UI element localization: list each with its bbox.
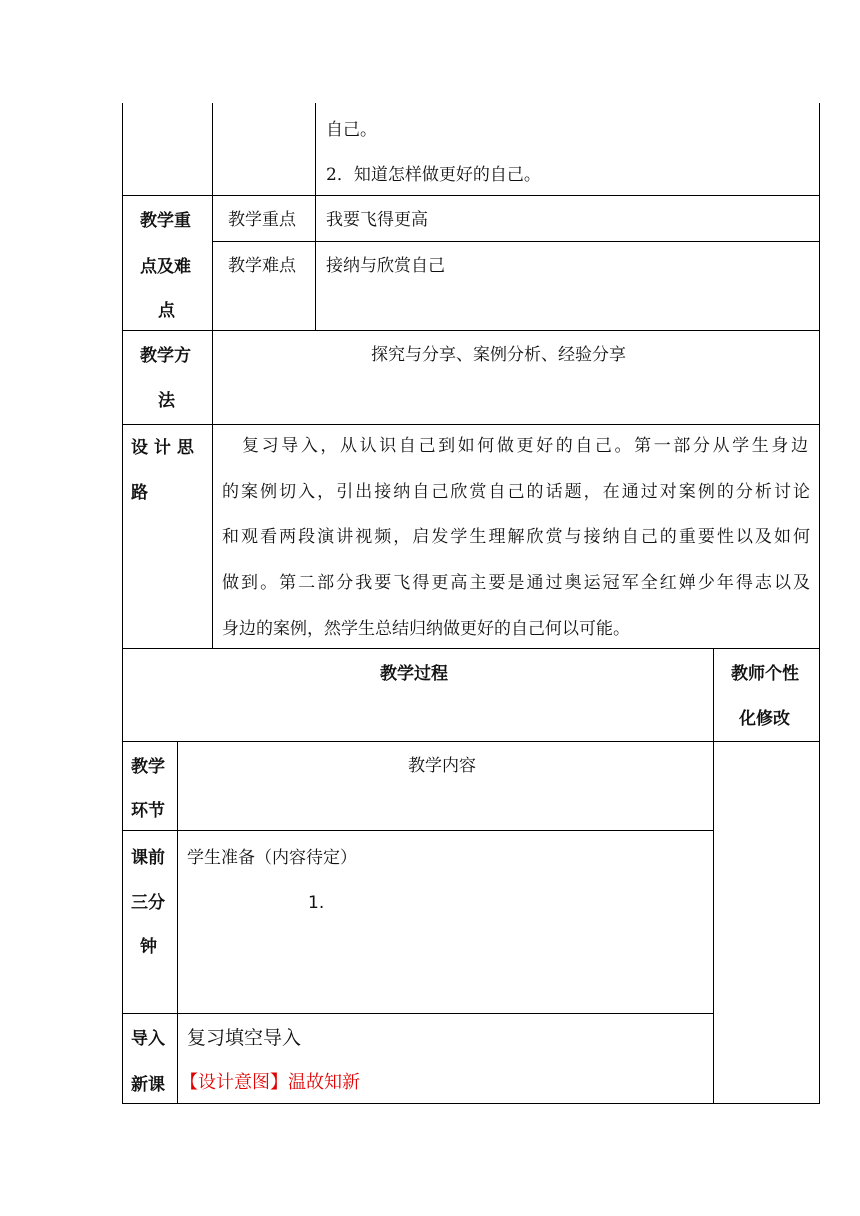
difficult-point-label: 教学难点 <box>228 256 296 276</box>
method-value: 探究与分享、案例分析、经验分享 <box>371 345 626 365</box>
intro-stage-intent: 【设计意图】温故知新 <box>180 1072 360 1093</box>
difficult-point-value: 接纳与欣赏自己 <box>326 256 445 276</box>
row-divider-design <box>122 424 820 425</box>
key-point-value: 我要飞得更高 <box>326 210 428 230</box>
table-border-left <box>122 103 123 1104</box>
col-divider-stage <box>177 741 178 1104</box>
content-header: 教学内容 <box>408 756 476 776</box>
key-points-label-2: 点及难 <box>140 257 191 277</box>
teacher-column-label-2: 化修改 <box>739 709 790 729</box>
row-divider-method <box>122 330 820 331</box>
stage-header-1: 教学 <box>131 757 165 777</box>
key-points-label-1: 教学重 <box>140 211 191 231</box>
design-paragraph-line-1: 复习导入，从认识自己到如何做更好的自己。第一部分从学生身边 <box>242 436 808 456</box>
intro-stage-content: 复习填空导入 <box>187 1027 302 1049</box>
design-label-1: 设 计 思 <box>131 438 194 458</box>
row-divider-process <box>122 648 820 649</box>
key-points-label-3: 点 <box>158 301 175 321</box>
design-paragraph-line-3: 和观看两段演讲视频，启发学生理解欣赏与接纳自己的重要性以及如何 <box>222 527 810 547</box>
goal-line-1: 自己。 <box>326 120 377 140</box>
method-label-1: 教学方 <box>140 346 191 366</box>
pre-stage-content: 学生准备（内容待定） <box>187 848 357 868</box>
col-divider-1 <box>212 103 213 648</box>
pre-stage-label-1: 课前 <box>131 848 165 868</box>
table-border-bottom <box>122 1103 820 1104</box>
col-divider-2 <box>315 103 316 330</box>
key-point-label: 教学重点 <box>228 210 296 230</box>
pre-stage-item: 1. <box>308 893 325 913</box>
col-divider-teacher <box>713 648 714 1104</box>
design-paragraph-line-5: 身边的案例，然学生总结归纳做更好的自己何以可能。 <box>222 619 630 639</box>
stage-header-2: 环节 <box>131 801 165 821</box>
design-paragraph-line-2: 的案例切入，引出接纳自己欣赏自己的话题，在通过对案例的分析讨论 <box>222 482 810 502</box>
method-label-2: 法 <box>158 391 175 411</box>
intro-stage-label-2: 新课 <box>131 1075 165 1095</box>
table-border-right <box>819 103 820 1104</box>
row-divider-process-header <box>122 741 820 742</box>
row-divider-stage-header <box>122 830 714 831</box>
row-divider-key <box>212 241 820 242</box>
row-divider-goal <box>122 195 820 196</box>
pre-stage-label-2: 三分 <box>131 893 165 913</box>
row-divider-pre <box>122 1013 714 1014</box>
design-label-2: 路 <box>131 483 148 503</box>
teacher-column-label-1: 教师个性 <box>731 664 799 684</box>
goal-line-2: 2．知道怎样做更好的自己。 <box>326 165 541 185</box>
design-paragraph-line-4: 做到。第二部分我要飞得更高主要是通过奥运冠军全红婵少年得志以及 <box>222 573 810 593</box>
intro-stage-label-1: 导入 <box>131 1029 165 1049</box>
pre-stage-label-3: 钟 <box>140 937 157 957</box>
process-title: 教学过程 <box>380 664 448 684</box>
